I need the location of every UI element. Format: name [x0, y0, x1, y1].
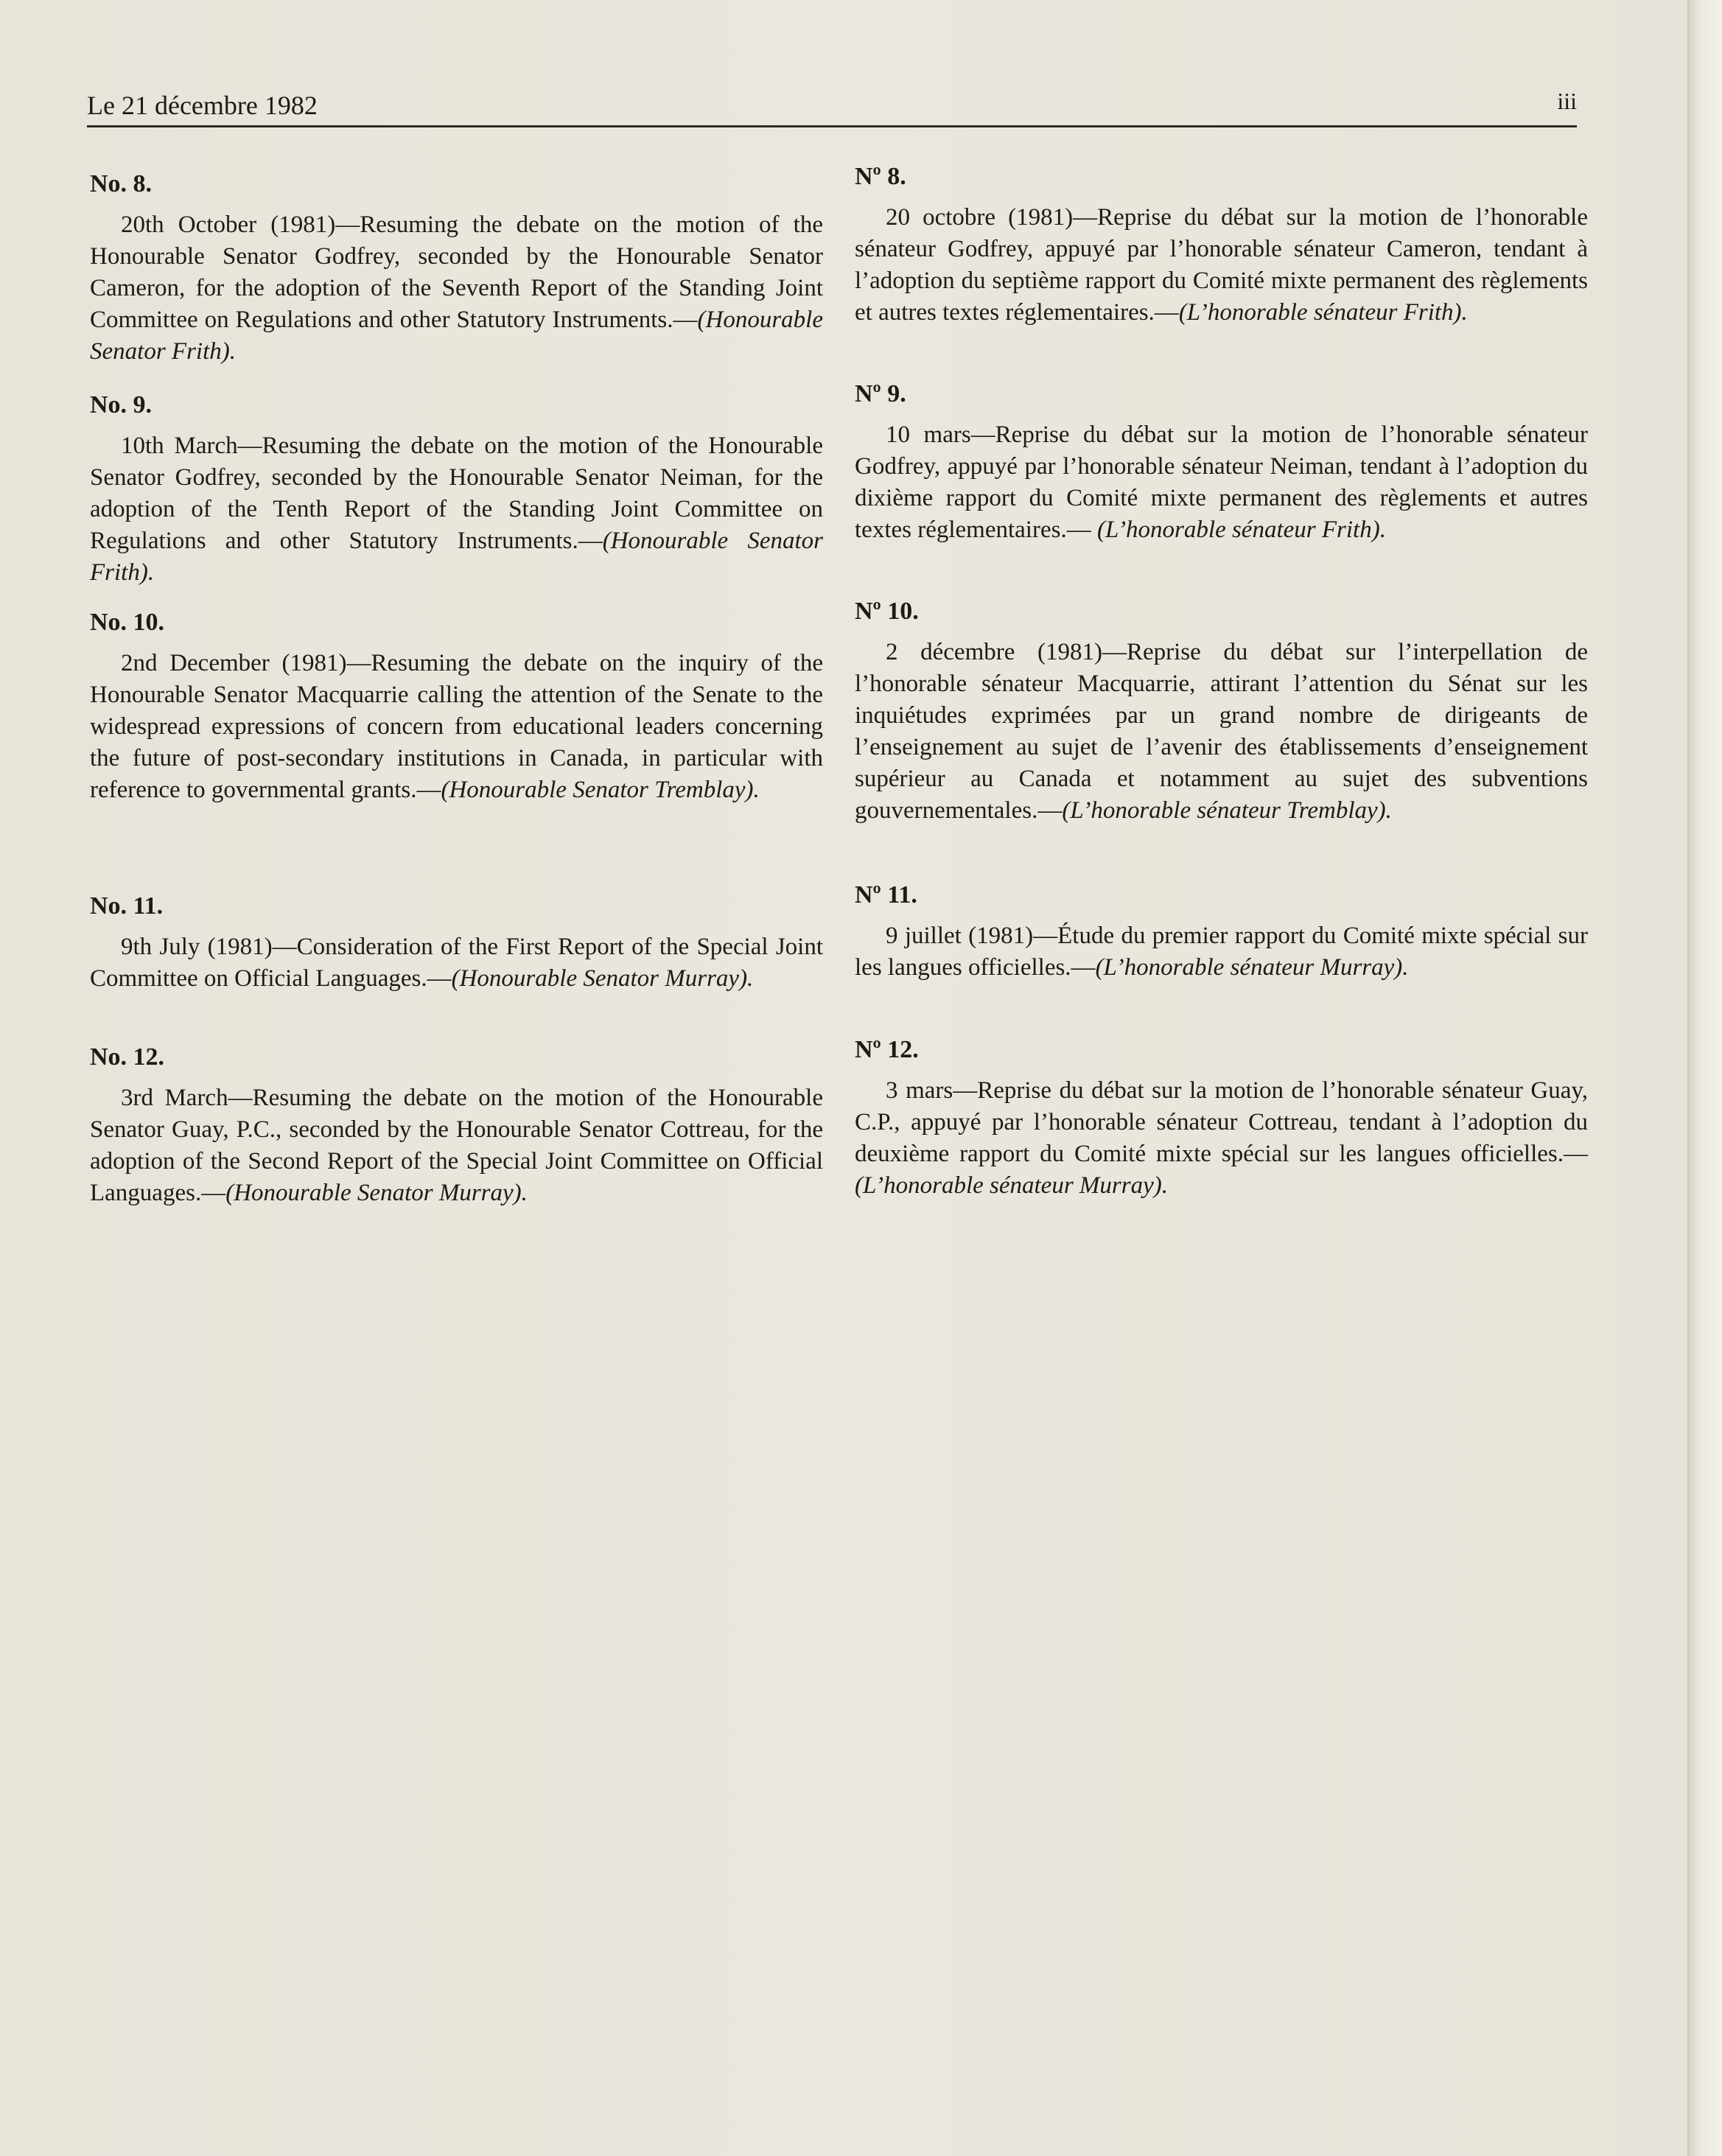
- entry-text: [90, 931, 823, 995]
- order-entry-9-fr: [855, 379, 1588, 546]
- order-entry-8-fr: [855, 162, 1588, 329]
- entry-number: No. 10.: [90, 609, 165, 636]
- entry-number: Nº 12.: [855, 1036, 919, 1063]
- entry-body: 2nd December (1981)—Resuming the debate on the inquiry of the Honourable Senator Macquarrie calling the attention of the Senate to the widespread expressions of concern from educational leaders concerning the future of post-secondary institutions in Canada, in particular with reference to governmental grants.—: [90, 650, 823, 803]
- entry-attribution: (L’honorable sénateur Tremblay).: [1062, 797, 1392, 824]
- entry-body: 10 mars—Reprise du débat sur la motion de l’honorable sénateur Godfrey, appuyé par l’honorable sénateur Neiman, tendant à l’adoption du dixième rapport du Comité mixte permanent des règlements et autres textes réglementaires.—: [855, 421, 1588, 543]
- order-entry-12-en: [90, 1043, 823, 1209]
- entry-number: Nº 10.: [855, 598, 919, 625]
- entry-number: Nº 8.: [855, 163, 906, 190]
- entry-body: 20 octobre (1981)—Reprise du débat sur la motion de l’honorable sénateur Godfrey, appuyé par l’honorable sénateur Cameron, tendant à l’adoption du septième rapport du Comité mixte permanent des règlements et autres textes réglementaires.—: [855, 204, 1588, 326]
- page-spine-edge: [1687, 0, 1722, 2156]
- entry-attribution: (Honourable Senator Murray).: [225, 1180, 528, 1206]
- entry-text: [855, 1075, 1588, 1202]
- order-entry-8-en: [90, 169, 823, 368]
- entry-body: 3rd March—Resuming the debate on the motion of the Honourable Senator Guay, P.C., seconded by the Honourable Senator Cottreau, for the adoption of the Second Report of the Special Joint Committee on Official Languages.—: [90, 1085, 823, 1206]
- entry-body: 9 juillet (1981)—Étude du premier rapport du Comité mixte spécial sur les langues officielles.—: [855, 923, 1588, 981]
- order-entry-11-en: [90, 892, 823, 995]
- entry-body: 20th October (1981)—Resuming the debate on the motion of the Honourable Senator Godfrey, seconded by the Honourable Senator Cameron, for the adoption of the Seventh Report of the Standing Joint Committee on Regulations and other Statutory Instruments.—: [90, 211, 823, 333]
- order-entry-11-fr: [855, 881, 1588, 984]
- header-date: Le 21 décembre 1982: [87, 91, 318, 120]
- entry-body: 10th March—Resuming the debate on the motion of the Honourable Senator Godfrey, seconded by the Honourable Senator Neiman, for the adoption of the Tenth Report of the Standing Joint Committee on Regulations and other Statutory Instruments.—: [90, 433, 823, 554]
- entry-text: [855, 202, 1588, 329]
- entry-attribution: (L’honorable sénateur Murray).: [855, 1172, 1168, 1199]
- header-page-number: iii: [1557, 88, 1577, 114]
- order-entry-10-en: [90, 608, 823, 806]
- entry-text: [855, 419, 1588, 546]
- entry-text: [855, 920, 1588, 984]
- entry-number: No. 11.: [90, 892, 164, 920]
- entry-number: No. 12.: [90, 1043, 165, 1071]
- entry-number: Nº 9.: [855, 380, 906, 407]
- entry-number: No. 9.: [90, 391, 153, 419]
- entry-number: No. 8.: [90, 170, 153, 197]
- entry-attribution: (L’honorable sénateur Frith).: [1178, 299, 1468, 326]
- entry-attribution: (Honourable Senator Tremblay).: [441, 777, 760, 803]
- order-entry-12-fr: [855, 1035, 1588, 1202]
- entry-body: 2 décembre (1981)—Reprise du débat sur l’interpellation de l’honorable sénateur Macquarrie, attirant l’attention du Sénat sur les inquiétudes exprimées par un grand nombre de dirigeants de l’enseignement au sujet de l’avenir des établissements d’enseignement supérieur au Canada et notamment au sujet des subventions gouvernementales.—: [855, 639, 1588, 824]
- entry-text: [90, 1082, 823, 1209]
- order-entry-9-en: [90, 391, 823, 589]
- entry-text: [90, 648, 823, 806]
- entry-body: 9th July (1981)—Consideration of the First Report of the Special Joint Committee on Official Languages.—: [90, 934, 823, 992]
- entry-attribution: (Honourable Senator Murray).: [451, 965, 754, 992]
- page-header: [87, 88, 1577, 127]
- entry-attribution: (L’honorable sénateur Murray).: [1095, 954, 1409, 981]
- entry-attribution: (L’honorable sénateur Frith).: [1096, 517, 1386, 543]
- entry-text: [855, 637, 1588, 827]
- entry-attribution: (Honourable Senator Frith).: [90, 307, 823, 365]
- entry-text: [90, 209, 823, 368]
- entry-text: [90, 430, 823, 589]
- entry-attribution: (Honourable Senator Frith).: [90, 528, 823, 586]
- entry-number: Nº 11.: [855, 881, 917, 909]
- entry-body: 3 mars—Reprise du débat sur la motion de l’honorable sénateur Guay, C.P., appuyé par l’honorable sénateur Cottreau, tendant à l’adoption du deuxième rapport du Comité mixte spécial sur les langues officielles.—: [855, 1077, 1588, 1167]
- order-entry-10-fr: [855, 597, 1588, 827]
